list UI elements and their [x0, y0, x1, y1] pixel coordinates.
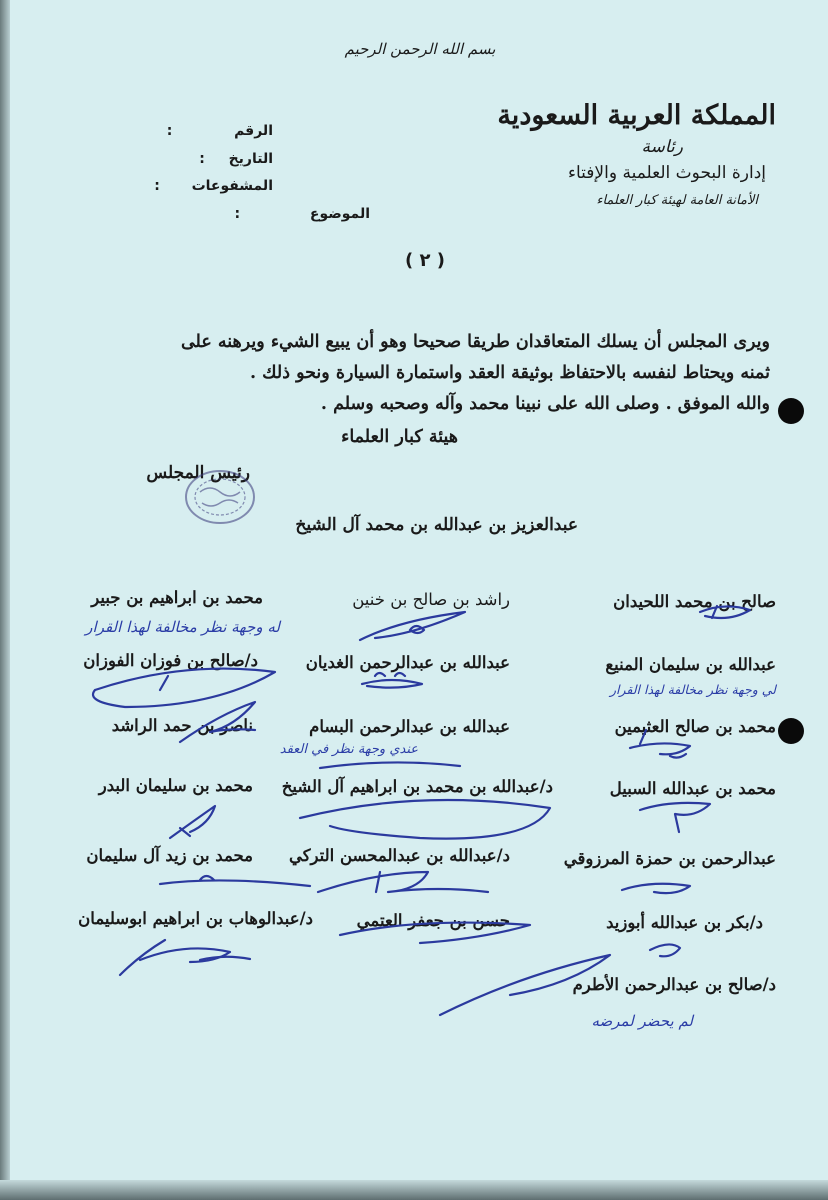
member-name: عبدالرحمن بن حمزة المرزوقي	[563, 849, 776, 868]
signature	[170, 806, 215, 838]
page-number: ( ٢ )	[405, 250, 445, 271]
subject-label: الموضوع	[309, 206, 370, 222]
member-name: ناصر بن حمد الراشد	[111, 716, 253, 735]
attachments-label: المشفوعات	[191, 178, 273, 194]
attachments-field	[154, 178, 273, 194]
note-bassam: عندي وجهة نظر في العقد	[279, 742, 418, 757]
member-name: د/عبدالله بن محمد بن ابراهيم آل الشيخ	[281, 777, 553, 796]
member-name: محمد بن زيد آل سليمان	[86, 846, 253, 865]
basmala: بسم الله الرحمن الرحيم	[344, 40, 496, 58]
date-separator: :	[199, 151, 205, 167]
signature	[93, 669, 275, 707]
president-name: عبدالعزيز بن عبدالله بن محمد آل الشيخ	[295, 515, 578, 535]
scan-edge-bottom	[0, 1180, 828, 1200]
date-label: التاريخ	[228, 151, 273, 167]
punch-hole	[778, 398, 804, 424]
member-name: عبدالله بن عبدالرحمن الغديان	[305, 653, 510, 672]
member-name: د/صالح بن عبدالرحمن الأطرم	[572, 975, 776, 994]
administration-line: إدارة البحوث العلمية والإفتاء	[568, 163, 766, 183]
council-name: هيئة كبار العلماء	[341, 427, 458, 447]
number-separator: :	[166, 123, 173, 139]
member-name: د/عبدالله بن عبدالمحسن التركي	[288, 846, 510, 865]
signature	[318, 872, 488, 892]
signature	[362, 673, 422, 688]
signature	[300, 800, 550, 839]
body-line-2: ثمنه ويحتاط لنفسه بالاحتفاظ بوثيقة العقد واستمارة السيارة ونحو ذلك .	[249, 363, 770, 383]
signature	[622, 884, 690, 893]
signature	[360, 612, 465, 640]
note-manea: لي وجهة نظر مخالفة لهذا القرار	[610, 682, 776, 697]
member-name: محمد بن عبدالله السبيل	[609, 779, 776, 798]
member-name: د/صالح بن فوزان الفوزان	[83, 651, 258, 670]
president-label: رئيس المجلس	[146, 463, 250, 483]
member-name: د/بكر بن عبدالله أبوزيد	[606, 913, 763, 932]
signature	[200, 957, 250, 960]
member-name: حسن بن جعفر العتمي	[356, 911, 510, 930]
signature	[650, 944, 680, 956]
signature	[320, 762, 460, 768]
member-name: محمد بن صالح العثيمين	[614, 717, 776, 736]
signature	[640, 803, 710, 832]
member-name: راشد بن صالح بن خنين	[352, 590, 510, 609]
member-name: صالح بن محمد اللحيدان	[613, 592, 776, 611]
subject-field	[235, 206, 370, 222]
punch-hole	[778, 718, 804, 744]
member-name: محمد بن سليمان البدر	[98, 776, 253, 795]
signature	[120, 940, 230, 975]
subject-separator: :	[234, 206, 241, 222]
member-name: عبدالله بن عبدالرحمن البسام	[309, 717, 510, 736]
member-name: محمد بن ابراهيم بن جبير	[91, 588, 263, 607]
member-name: عبدالله بن سليمان المنيع	[605, 655, 776, 674]
number-label: الرقم	[234, 123, 273, 139]
kingdom-title: المملكة العربية السعودية	[497, 100, 776, 131]
resolution-text	[50, 327, 770, 420]
note-jubair: له وجهة نظر مخالفة لهذا القرار	[85, 618, 280, 636]
scan-edge-left	[0, 0, 10, 1200]
attachments-separator: :	[154, 178, 160, 194]
body-line-3: والله الموفق . وصلى الله على نبينا محمد وآله وصحبه وسلم .	[320, 394, 770, 414]
presidency-line: رئاسة	[641, 137, 683, 157]
secretariat-line: الأمانة العامة لهيئة كبار العلماء	[596, 193, 758, 208]
date-field	[199, 151, 273, 167]
number-field	[167, 123, 273, 139]
body-line-1: ويرى المجلس أن يسلك المتعاقدان طريقا صحيحا وهو أن يبيع الشيء ويرهنه على	[180, 332, 770, 352]
signature	[160, 876, 310, 886]
member-name: د/عبدالوهاب بن ابراهيم ابوسليمان	[78, 909, 313, 928]
note-atram: لم يحضر لمرضه	[591, 1012, 693, 1030]
